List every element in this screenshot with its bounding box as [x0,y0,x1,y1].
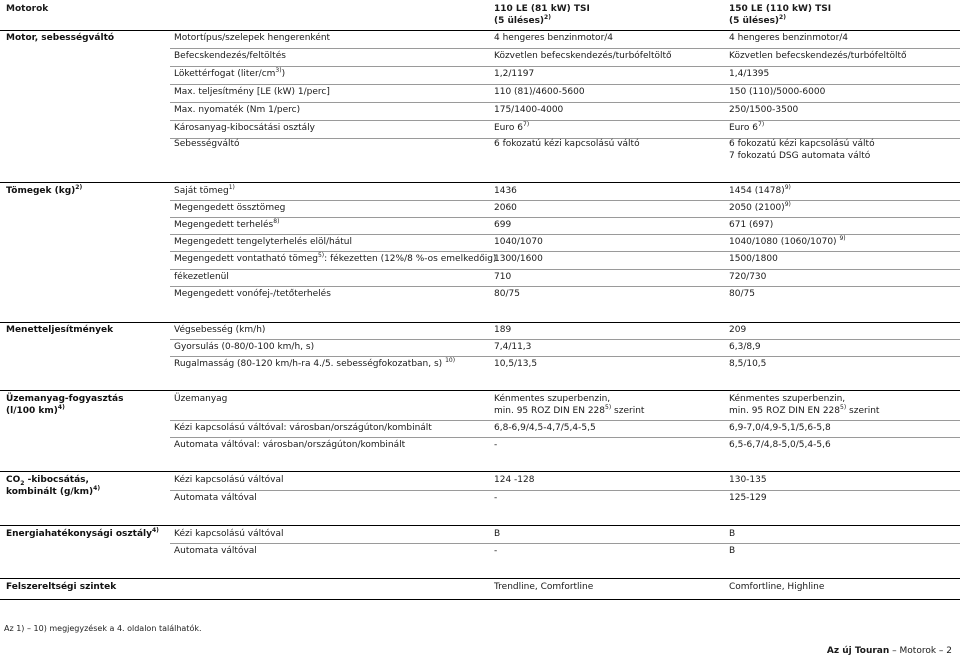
value-150: 671 (697) [729,220,774,230]
footnote-ref: 1) [228,184,235,191]
value-150: B [729,546,736,556]
row-label: Befecskendezés/feltöltés [174,51,286,61]
subscript: 2 [20,479,25,487]
value-150: 4 hengeres benzinmotor/4 [729,33,849,43]
value-text: Kénmentes szuperbenzin, [729,394,846,404]
row-label: Végsebesség (km/h) [174,325,266,335]
row-label: Megengedett tengelyterhelés elöl/hátul [174,237,352,247]
value-110: 6 fokozatú kézi kapcsolású váltó [494,139,640,149]
footnote-ref: 5) [605,404,612,411]
value-110: 80/75 [494,289,520,299]
column-header-150-title: 150 LE (110 kW) TSI [729,4,832,14]
row-label-text: Megengedett terhelés [174,220,274,230]
value-150 [729,202,791,214]
value-text: 7 fokozatú DSG automata váltó [729,151,871,161]
table-row [0,526,960,544]
value-text: 2050 (2100) [729,203,785,213]
value-150 [729,236,846,248]
section-label-text: Üzemanyag-fogyasztás [6,394,124,404]
value-110: 4 hengeres benzinmotor/4 [494,33,614,43]
table-row [0,490,960,508]
value-110: Közvetlen befecskendezés/turbófeltöltő [494,51,672,61]
section-label-masses [6,185,82,197]
value-110: 1436 [494,186,517,196]
value-110: Trendline, Comfortline [494,582,594,592]
value-110: 2060 [494,203,517,213]
value-150: 6,9-7,0/4,9-5,1/5,6-5,8 [729,423,831,433]
table-row [0,437,960,455]
footnote-ref: 7) [523,121,530,128]
row-label: Gyorsulás (0-80/0-100 km/h, s) [174,342,315,352]
table-row [0,286,960,304]
value-text: min. 95 ROZ DIN EN 228 [729,406,841,416]
value-110 [494,393,644,417]
section-label-text: Energiahatékonysági osztály [6,529,152,539]
value-150: 1,4/1395 [729,69,770,79]
table-row [0,234,960,252]
table-row [0,579,960,597]
table-row [0,339,960,357]
table-row [0,269,960,287]
table-row [0,472,960,497]
value-110: 710 [494,272,512,282]
value-110: 175/1400-4000 [494,105,564,115]
footnote-ref: 4) [93,485,101,492]
table-header [0,0,960,31]
table-row [0,322,960,340]
row-label: Kézi kapcsolású váltóval [174,529,284,539]
value-150 [729,393,879,417]
value-110: - [494,440,498,450]
row-label: fékezetlenül [174,272,229,282]
section-label-energy [6,528,159,540]
value-text: 1040/1080 (1060/1070) [729,237,837,247]
value-text: 1454 (1478) [729,186,785,196]
section-label-text: CO [6,475,21,485]
value-110: 7,4/11,3 [494,342,532,352]
value-150: Comfortline, Highline [729,582,825,592]
row-label: Automata váltóval [174,546,257,556]
value-110: 1040/1070 [494,237,543,247]
table-row [0,102,960,120]
value-150: 250/1500-3500 [729,105,799,115]
table-row [0,48,960,66]
value-text: 6 fokozatú kézi kapcsolású váltó [729,139,875,149]
value-110: 189 [494,325,512,335]
value-150: 80/75 [729,289,755,299]
column-header-110-title: 110 LE (81 kW) TSI [494,4,590,14]
page-title: Motorok [6,4,49,14]
row-label-text: Lökettérfogat (liter/cm [174,69,276,79]
footnote-ref: 2) [544,14,551,21]
row-label: Sebességváltó [174,139,240,149]
footnote-ref: 4) [57,404,65,411]
value-150: B [729,529,736,539]
value-150: 1500/1800 [729,254,778,264]
footnote-text: Az 1) – 10) megjegyzések a 4. oldalon találhatók. [4,624,202,633]
row-label: Automata váltóval [174,493,257,503]
row-label: Motortípus/szelepek hengerenként [174,33,331,43]
row-label: Károsanyag-kibocsátási osztály [174,123,315,133]
value-150 [729,122,764,134]
table-row [0,543,960,561]
footnote-ref: 2) [779,14,786,21]
section-label-text: -kibocsátás, [24,475,89,485]
section-label-motor: Motor, sebességváltó [6,33,115,43]
row-label-text: : fékezetten (12%/8 %-os emelkedőig) [324,254,497,264]
value-110 [494,122,529,134]
footnote-ref: 3) [275,67,282,74]
column-header-110 [494,3,590,27]
value-110: 1,2/1197 [494,69,535,79]
row-label: Max. teljesítmény [LE (kW) 1/perc] [174,87,330,97]
value-text: szerint [846,406,880,416]
table-row [0,84,960,102]
value-110: - [494,493,498,503]
footnote-ref: 10) [445,357,456,364]
table-row [0,217,960,235]
footnote-ref: 2) [75,184,83,191]
table-row [0,251,960,269]
value-110: 699 [494,220,512,230]
table-row [0,200,960,218]
row-label: Automata váltóval: városban/országúton/kombinált [174,440,406,450]
section-label-text: Tömegek (kg) [6,186,76,196]
table-row [0,183,960,201]
value-text: szerint [611,406,645,416]
value-150: 6,3/8,9 [729,342,761,352]
value-text: Kénmentes szuperbenzin, [494,394,611,404]
page-number: – Motorok – 2 [892,646,952,656]
column-header-150-sub: (5 üléses) [729,16,780,26]
row-label: Megengedett össztömeg [174,203,286,213]
table-row [0,134,960,164]
value-150: 720/730 [729,272,767,282]
value-text: Euro 6 [494,123,523,133]
value-150 [729,138,875,162]
section-label-text: kombinált (g/km) [6,487,94,497]
row-label [174,219,279,231]
column-header-110-sub: (5 üléses) [494,16,545,26]
row-label-text: Megengedett vontatható tömeg [174,254,318,264]
row-label [174,358,455,370]
table-row [0,391,960,421]
value-110: - [494,546,498,556]
footnote-ref: 7) [758,121,765,128]
value-110: 6,8-6,9/4,5-4,7/5,4-5,5 [494,423,596,433]
footnote-ref: 4) [151,527,159,534]
value-110: 1300/1600 [494,254,543,264]
value-150: 125-129 [729,493,767,503]
value-150 [729,185,791,197]
value-150: 8,5/10,5 [729,359,767,369]
value-110: 10,5/13,5 [494,359,538,369]
section-label-trim: Felszereltségi szintek [6,582,117,592]
row-label-text: Saját tömeg [174,186,229,196]
section-divider [0,599,960,600]
row-label: Üzemanyag [174,394,228,404]
row-label: Max. nyomaték (Nm 1/perc) [174,105,301,115]
table-row [0,66,960,84]
value-150: 209 [729,325,747,335]
row-label: Kézi kapcsolású váltóval: városban/országúton/kombinált [174,423,432,433]
page-footer [827,646,952,656]
footnote-ref: 9) [784,201,791,208]
row-label [174,185,235,197]
section-label-fuel [6,393,123,417]
value-150: 150 (110)/5000-6000 [729,87,826,97]
value-110: 124 -128 [494,475,535,485]
value-150: 130-135 [729,475,767,485]
value-text: min. 95 ROZ DIN EN 228 [494,406,606,416]
footnote-ref: 8) [273,218,280,225]
footnote-ref: 9) [839,235,846,242]
footnote-ref: 9) [784,184,791,191]
table-row [0,420,960,438]
footnote-ref: 5) [317,252,325,259]
row-label-text: Rugalmasság (80-120 km/h-ra 4./5. sebességfokozatban, s) [174,359,443,369]
table-row [0,30,960,48]
column-header-150 [729,3,831,27]
value-110: 110 (81)/4600-5600 [494,87,585,97]
row-label: Lökettérfogat $(liter/cm^{3)})$ [174,67,286,79]
row-label: Kézi kapcsolású váltóval [174,475,284,485]
footnote-ref: 5) [840,404,847,411]
value-110: B [494,529,501,539]
section-label-performance: Menetteljesítmények [6,325,114,335]
value-150: Közvetlen befecskendezés/turbófeltöltő [729,51,907,61]
section-label-text: (l/100 km) [6,406,58,416]
table-row [0,356,960,374]
row-label [174,253,496,265]
value-150: 6,5-6,7/4,8-5,0/5,4-5,6 [729,440,831,450]
row-label: Megengedett vonófej-/tetőterhelés [174,289,331,299]
value-text: Euro 6 [729,123,758,133]
brand-name: Az új Touran [826,646,890,656]
